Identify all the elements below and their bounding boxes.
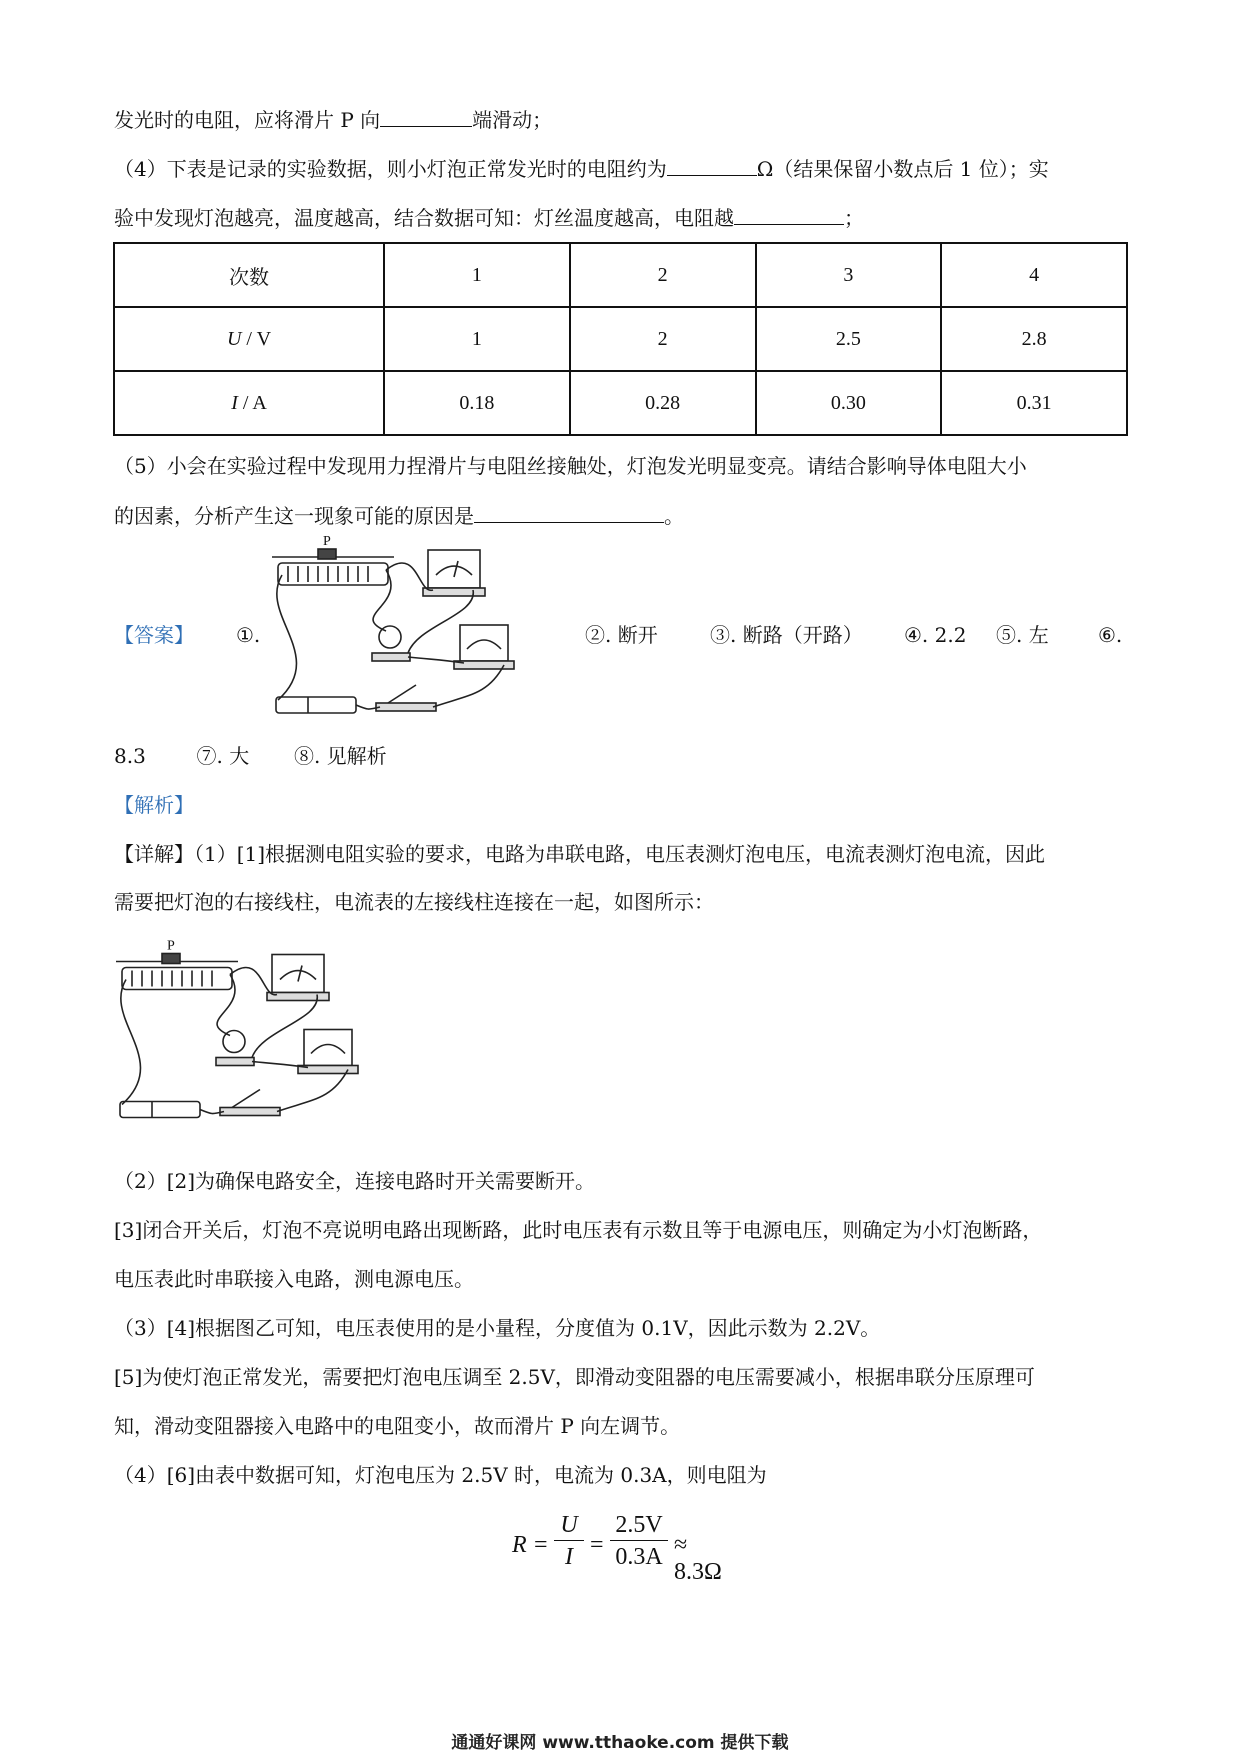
battery bbox=[276, 697, 356, 713]
question-line-6: 的因素，分析产生这一现象可能的原因是 。 bbox=[114, 500, 684, 531]
answer-item-2: ②. 断开 bbox=[585, 623, 658, 647]
table-cell: 0.18 bbox=[384, 371, 570, 435]
table-row bbox=[114, 371, 1127, 435]
label-p: P bbox=[323, 535, 331, 549]
question-line-3: 验中发现灯泡越亮，温度越高，结合数据可知：灯丝温度越高，电阻越 ； bbox=[114, 202, 864, 233]
question-line-5: （5）小会在实验过程中发现用力捏滑片与电阻丝接触处，灯泡发光明显变亮。请结合影响导体电阻大小 bbox=[114, 454, 1027, 478]
voltmeter bbox=[428, 550, 480, 588]
analysis-paragraph: 【详解】（1）[1]根据测电阻实验的要求，电路为串联电路，电压表测灯泡电压，电流表测灯泡电流，因此 bbox=[114, 842, 1046, 866]
circuit-diagram-answer bbox=[112, 937, 372, 1137]
answer-blank bbox=[667, 153, 757, 176]
answer-item-5: ⑤. 左 bbox=[996, 623, 1049, 647]
answer-item-4: ④. 2.2 bbox=[904, 623, 967, 647]
switch bbox=[376, 703, 436, 711]
data-table bbox=[113, 242, 1128, 436]
fraction-u-over-i: $\frac{U}{I}$ bbox=[554, 1510, 584, 1573]
analysis-paragraph: 需要把灯泡的右接线柱，电流表的左接线柱连接在一起，如图所示： bbox=[114, 890, 714, 914]
table-cell: 0.28 bbox=[570, 371, 756, 435]
answer-blank bbox=[734, 202, 844, 225]
label-p: P bbox=[167, 938, 175, 954]
table-cell: 次数 bbox=[114, 243, 384, 307]
question-line-2: （4）下表是记录的实验数据，则小灯泡正常发光时的电阻约为 Ω（结果保留小数点后 1 位）；实 bbox=[114, 153, 1049, 184]
slider-p bbox=[318, 549, 336, 559]
ammeter bbox=[460, 625, 508, 661]
analysis-paragraph: （3）[4]根据图乙可知，电压表使用的是小量程，分度值为 0.1V，因此示数为 2.2V。 bbox=[114, 1316, 881, 1340]
analysis-paragraph: （2）[2]为确保电路安全，连接电路时开关需要断开。 bbox=[114, 1169, 596, 1193]
table-row bbox=[114, 307, 1127, 371]
fraction-values: $\frac{2.5V}{0.3A}$ bbox=[610, 1510, 668, 1573]
analysis-paragraph: 知，滑动变阻器接入电路中的电阻变小，故而滑片 P 向左调节。 bbox=[114, 1414, 681, 1438]
table-cell: 1 bbox=[384, 307, 570, 371]
answer-tag: 【答案】 bbox=[114, 623, 194, 647]
analysis-paragraph: 电压表此时串联接入电路，测电源电压。 bbox=[114, 1267, 474, 1291]
answer-blank bbox=[474, 500, 664, 523]
analysis-paragraph: [3]闭合开关后，灯泡不亮说明电路出现断路，此时电压表有示数且等于电源电压，则确定为小灯泡断路， bbox=[114, 1218, 1043, 1242]
table-cell: 2 bbox=[570, 243, 756, 307]
table-row bbox=[114, 243, 1127, 307]
answer-continuation: 8.3 ⑦. 大 ⑧. 见解析 bbox=[114, 744, 387, 768]
table-cell: 0.31 bbox=[941, 371, 1127, 435]
table-cell: 3 bbox=[756, 243, 942, 307]
table-cell: U / V bbox=[114, 307, 384, 371]
table-cell: 2.8 bbox=[941, 307, 1127, 371]
table-cell: 2 bbox=[570, 307, 756, 371]
circuit-diagram bbox=[268, 535, 528, 730]
analysis-tag: 【解析】 bbox=[114, 793, 194, 817]
page-footer: 通通好课网 www.tthaoke.com 提供下载 bbox=[451, 1733, 789, 1753]
analysis-paragraph: （4）[6]由表中数据可知，灯泡电压为 2.5V 时，电流为 0.3A，则电阻为 bbox=[114, 1463, 767, 1487]
table-cell: 1 bbox=[384, 243, 570, 307]
answer-item-3: ③. 断路（开路） bbox=[710, 623, 863, 647]
answer-item-1: ①. bbox=[236, 623, 261, 647]
table-cell: 0.30 bbox=[756, 371, 942, 435]
answer-blank bbox=[380, 104, 472, 127]
table-cell: I / A bbox=[114, 371, 384, 435]
table-cell: 2.5 bbox=[756, 307, 942, 371]
question-line-1: 发光时的电阻，应将滑片 P 向 端滑动； bbox=[114, 104, 552, 135]
answer-item-6: ⑥. bbox=[1098, 623, 1123, 647]
analysis-paragraph: [5]为使灯泡正常发光，需要把灯泡电压调至 2.5V，即滑动变阻器的电压需要减小，根据串联分压原理可 bbox=[114, 1365, 1035, 1389]
table-cell: 4 bbox=[941, 243, 1127, 307]
rheostat bbox=[278, 563, 388, 585]
